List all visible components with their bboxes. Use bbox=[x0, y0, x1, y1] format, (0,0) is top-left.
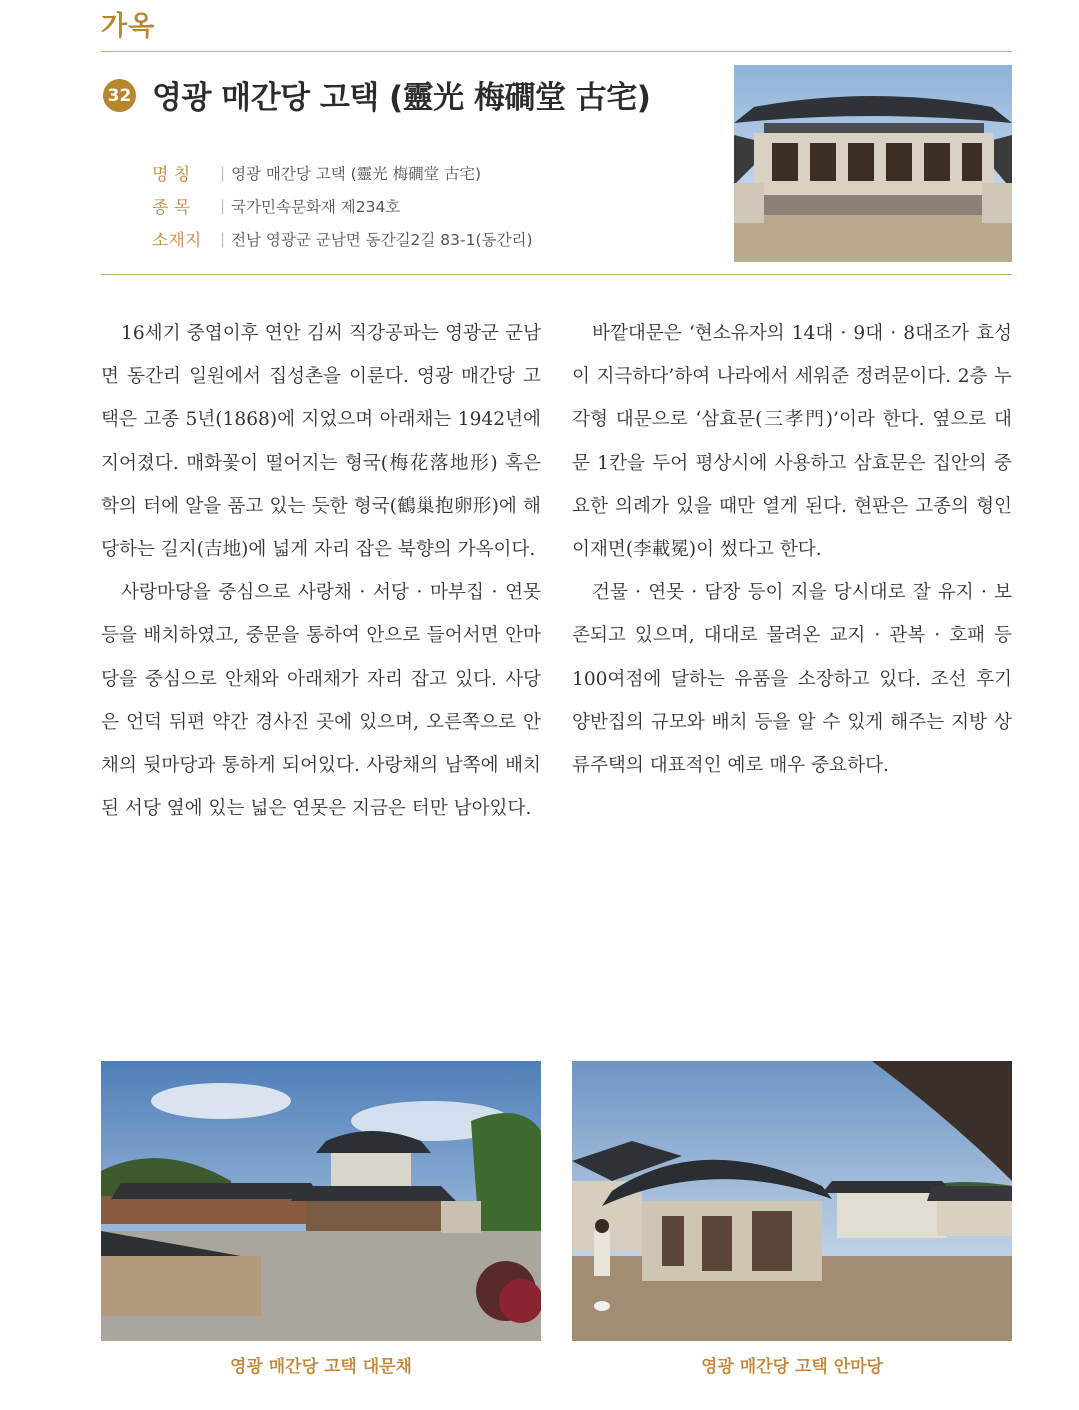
info-value: 전남 영광군 군남면 동간길2길 83-1(동간리) bbox=[231, 230, 533, 249]
page-title: 영광 매간당 고택 (靈光 梅磵堂 古宅) bbox=[152, 80, 651, 116]
header-divider bbox=[101, 274, 1012, 275]
info-table bbox=[152, 156, 533, 255]
body-paragraph: 16세기 중엽이후 연안 김씨 직강공파는 영광군 군남면 동간리 일원에서 집성촌을 이룬다. 영광 매간당 고택은 고종 5년(1868)에 지었으며 아래채는 1942년에 지어졌다. 매화꽃이 떨어지는 형국(梅花落地形) 혹은 학의 터에 알을 품고 있는 듯한 형국(鶴巢抱卵形)에 해당하는 길지(吉地)에 넓게 자리 잡은 북향의 가옥이다. bbox=[101, 323, 541, 561]
info-key: 소재지 bbox=[152, 231, 202, 251]
info-key: 명 칭 bbox=[152, 165, 191, 185]
courtyard-photo bbox=[572, 1061, 1012, 1341]
info-row-name bbox=[152, 156, 533, 189]
photo-caption-right: 영광 매간당 고택 안마당 bbox=[701, 1357, 883, 1377]
hero-photo bbox=[734, 65, 1012, 262]
body-column-left bbox=[101, 312, 541, 830]
body-column-right bbox=[572, 312, 1012, 787]
entry-number-badge: 32 bbox=[103, 79, 136, 112]
info-row-location bbox=[152, 222, 533, 255]
info-separator: | bbox=[220, 163, 226, 182]
info-key: 종 목 bbox=[152, 198, 191, 218]
info-row-type bbox=[152, 189, 533, 222]
info-separator: | bbox=[220, 229, 226, 248]
info-value: 영광 매간당 고택 (靈光 梅磵堂 古宅) bbox=[231, 164, 482, 183]
photo-caption-left: 영광 매간당 고택 대문채 bbox=[230, 1357, 412, 1377]
gate-photo bbox=[101, 1061, 541, 1341]
info-separator: | bbox=[220, 196, 226, 215]
body-paragraph: 바깥대문은 ‘현소유자의 14대 · 9대 · 8대조가 효성이 지극하다’하여 나라에서 세워준 정려문이다. 2층 누각형 대문으로 ‘삼효문(三孝門)’이라 한다. 옆으로 대문 1칸을 두어 평상시에 사용하고 삼효문은 집안의 중요한 의례가 있을 때만 열게 된다. 현판은 고종의 형인 이재면(李載冕)이 썼다고 한다. bbox=[572, 323, 1012, 561]
section-tag: 가옥 bbox=[101, 11, 156, 42]
body-paragraph: 건물 · 연못 · 담장 등이 지을 당시대로 잘 유지 · 보존되고 있으며, 대대로 물려온 교지 · 관복 · 호패 등 100여점에 달하는 유품을 소장하고 있다. 조선 후기 양반집의 규모와 배치 등을 알 수 있게 해주는 지방 상류주택의 대표적인 예로 매우 중요하다. bbox=[572, 582, 1012, 777]
body-paragraph: 사랑마당을 중심으로 사랑채 · 서당 · 마부집 · 연못 등을 배치하였고, 중문을 통하여 안으로 들어서면 안마당을 중심으로 안채와 아래채가 자리 잡고 있다. 사당은 언덕 뒤편 약간 경사진 곳에 있으며, 오른쪽으로 안채의 뒷마당과 통하게 되어있다. 사랑채의 남쪽에 배치된 서당 옆에 있는 넓은 연못은 지금은 터만 남아있다. bbox=[101, 582, 541, 820]
top-divider bbox=[101, 51, 1012, 52]
info-value: 국가민속문화재 제234호 bbox=[231, 197, 401, 216]
